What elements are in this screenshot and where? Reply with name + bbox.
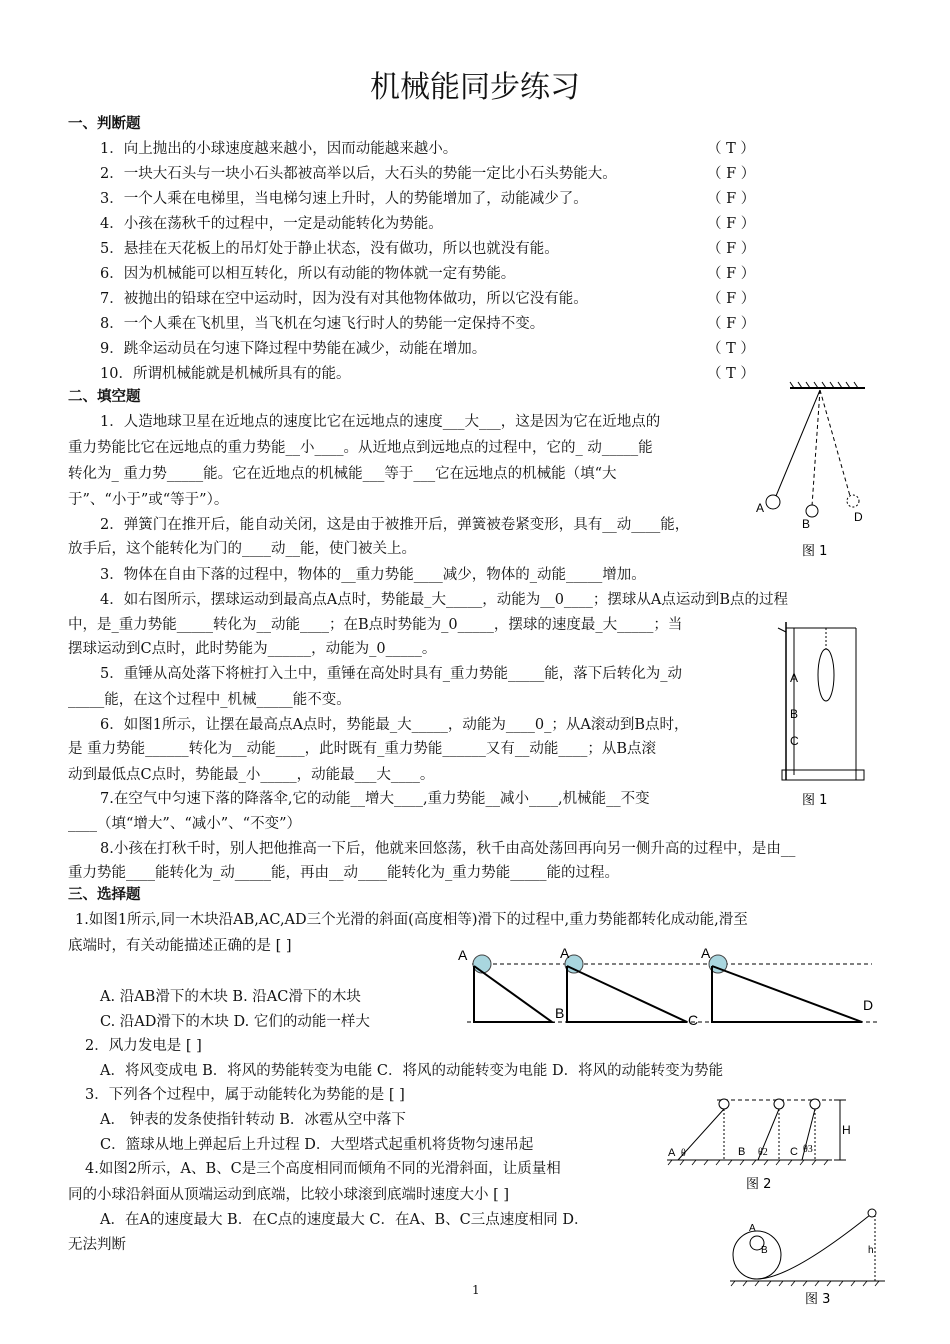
fig1-label-a: A [756, 501, 765, 515]
judgment-item-text: 7．被抛出的铅球在空中运动时，因为没有对其他物体做功，所以它没有能。 [100, 291, 588, 307]
fill-line: 摆球运动到C点时，此时势能为______，动能为_0_____。 [68, 641, 437, 657]
fill-line: 是 重力势能______转化为__动能____，此时既有_重力势能______又有__动能____；从B点滚 [68, 741, 657, 757]
fill-line: 2．弹簧门在推开后，能自动关闭，这是由于被推开后，弹簧被卷紧变形，具有__动____能， [100, 517, 690, 533]
choice-line: 2．风力发电是 [ ] [85, 1038, 202, 1054]
judgment-item-answer: （ F ） [707, 316, 756, 332]
fill-line: 8.小孩在打秋千时，别人把他推高一下后，他就来回悠荡，秋千由高处荡回再向另一侧升高的过程中，是由__ [100, 841, 796, 857]
section-heading-choice: 三、选择题 [68, 887, 141, 903]
judgment-item-text: 4．小孩在荡秋千的过程中，一定是动能转化为势能。 [100, 216, 443, 232]
three-inclines-figure [452, 942, 892, 1032]
pendulum-figure [750, 378, 880, 568]
fig1-caption: 图 1 [802, 544, 828, 559]
incline-label-c: C [688, 1012, 699, 1028]
fill-line: 5．重锤从高处落下将桩打入土中，重锤在高处时具有_重力势能_____能，落下后转化为_动 [100, 666, 682, 682]
ramp-label-h: h [868, 1245, 874, 1256]
judgment-item-text: 10．所谓机械能就是机械所具有的能。 [100, 366, 351, 382]
judgment-item-answer: （ T ） [707, 341, 755, 357]
judgment-item-text: 9．跳伞运动员在匀速下降过程中势能在减少，动能在增加。 [100, 341, 487, 357]
fill-line: 重力势能____能转化为_动_____能，再由__动____能转化为_重力势能_____能的过程。 [68, 865, 619, 881]
judgment-item-answer: （ F ） [707, 191, 756, 207]
choice-line: 无法判断 [68, 1237, 126, 1253]
slope-label-b: B [738, 1146, 746, 1158]
judgment-item-answer: （ F ） [707, 291, 756, 307]
slope-theta-1: θ [681, 1148, 686, 1159]
fig1b-caption: 图 1 [802, 793, 828, 808]
judgment-item-answer: （ T ） [707, 141, 755, 157]
choice-line: 4.如图2所示，A、B、C是三个高度相同而倾角不同的光滑斜面，让质量相 [85, 1161, 561, 1177]
judgment-item-text: 5．悬挂在天花板上的吊灯处于静止状态，没有做功，所以也就没有能。 [100, 241, 559, 257]
page-title: 机械能同步练习 [370, 70, 580, 105]
fill-line: 4．如右图所示，摆球运动到最高点A点时，势能最_大_____，动能为__0____；摆球从A点运动到B点的过程 [100, 592, 789, 608]
fill-line: 1．人造地球卫星在近地点的速度比它在远地点的速度___大___，这是因为它在近地点的 [100, 414, 661, 430]
fill-line: 于”、“小于”或“等于”）。 [68, 492, 229, 508]
judgment-item-answer: （ F ） [707, 241, 756, 257]
page-number: 1 [472, 1283, 480, 1297]
judgment-item-answer: （ F ） [707, 216, 756, 232]
slopes-figure [662, 1090, 872, 1198]
fill-line: _____能，在这个过程中_机械_____能不变。 [68, 692, 351, 708]
judgment-item-text: 8．一个人乘在飞机里，当飞机在匀速飞行时人的势能一定保持不变。 [100, 316, 545, 332]
slope-label-h: H [842, 1123, 851, 1137]
fill-line: 转化为_ 重力势_____能。它在近地点的机械能___等于___它在远地点的机械能（填“大 [68, 466, 617, 482]
ramp-label-b: B [761, 1245, 768, 1256]
judgment-item-text: 6．因为机械能可以相互转化，所以有动能的物体就一定有势能。 [100, 266, 516, 282]
fill-line: 7.在空气中匀速下落的降落伞,它的动能__增大____,重力势能__减小____,机械能__不变 [100, 791, 650, 807]
judgment-item-text: 3．一个人乘在电梯里，当电梯匀速上升时，人的势能增加了，动能减少了。 [100, 191, 588, 207]
incline-label-a1: A [458, 947, 468, 963]
pendulum-stand-figure [770, 620, 870, 810]
choice-line: C. 沿AD滑下的木块 D. 它们的动能一样大 [100, 1014, 370, 1030]
slope-label-c: C [790, 1146, 798, 1158]
choice-line: A．在A的速度最大 B．在C点的速度最大 C．在A、B、C三点速度相同 D． [100, 1212, 589, 1228]
incline-label-d: D [863, 997, 874, 1013]
incline-label-a3: A [701, 945, 711, 961]
choice-line: A. 沿AB滑下的木块 B. 沿AC滑下的木块 [100, 989, 361, 1005]
slope-label-a: A [668, 1147, 676, 1159]
fill-line: 放手后，这个能转化为门的____动__能，使门被关上。 [68, 541, 416, 557]
fill-line: 动到最低点C点时，势能最_小_____，动能最___大____。 [68, 767, 435, 783]
choice-line: 3．下列各个过程中，属于动能转化为势能的是 [ ] [85, 1087, 405, 1103]
choice-line: C．篮球从地上弹起后上升过程 D．大型塔式起重机将货物匀速吊起 [100, 1137, 534, 1153]
choice-line: 同的小球沿斜面从顶端运动到底端，比较小球滚到底端时速度大小 [ ] [68, 1187, 510, 1203]
ramp-label-a: A [749, 1223, 756, 1234]
fig1b-label-c: C [790, 734, 799, 748]
fill-line: 3．物体在自由下落的过程中，物体的__重力势能____减少，物体的_动能_____增加。 [100, 567, 646, 583]
judgment-item-text: 1．向上抛出的小球速度越来越小，因而动能越来越小。 [100, 141, 458, 157]
section-heading-fill: 二、填空题 [68, 389, 141, 405]
judgment-item-text: 2．一块大石头与一块小石头都被高举以后，大石头的势能一定比小石头势能大。 [100, 166, 617, 182]
fig1-label-b: B [802, 517, 811, 531]
fill-line: 6．如图1所示，让摆在最高点A点时，势能最_大_____，动能为____0_；从A滚动到B点时， [100, 717, 689, 733]
judgment-item-answer: （ F ） [707, 166, 756, 182]
fill-line: 中，是_重力势能_____转化为__动能____；在B点时势能为_0_____，摆球的速度最_大_____；当 [68, 617, 683, 633]
fig1b-label-b: B [790, 707, 799, 721]
slope-theta-2: θ2 [758, 1147, 768, 1158]
choice-line: A．将风变成电 B．将风的势能转变为电能 C．将风的动能转变为电能 D．将风的动能转变为势能 [100, 1063, 724, 1079]
fig1-label-d: D [854, 510, 863, 524]
fig3-caption: 图 3 [805, 1292, 831, 1307]
choice-line: A． 钟表的发条使指针转动 B．冰雹从空中落下 [100, 1112, 406, 1128]
fill-line: ____（填“增大”、“减小”、“不变”） [68, 816, 301, 832]
choice-line: 1.如图1所示,同一木块沿AB,AC,AD三个光滑的斜面(高度相等)滑下的过程中,重力势能都转化成动能,滑至 [75, 912, 748, 928]
slope-theta-3: θ3 [803, 1144, 813, 1155]
choice-line: 底端时，有关动能描述正确的是 [ ] [68, 938, 292, 954]
fig2-caption: 图 2 [746, 1177, 772, 1192]
judgment-item-answer: （ T ） [707, 366, 755, 382]
incline-label-b: B [555, 1005, 565, 1021]
judgment-item-answer: （ F ） [707, 266, 756, 282]
fig1b-label-a: A [790, 671, 799, 685]
fill-line: 重力势能比它在远地点的重力势能__小____。从近地点到远地点的过程中，它的_ 动_____能 [68, 440, 653, 456]
section-heading-judgment: 一、判断题 [68, 116, 141, 132]
ramp-figure [725, 1203, 890, 1313]
incline-label-a2: A [560, 945, 570, 961]
